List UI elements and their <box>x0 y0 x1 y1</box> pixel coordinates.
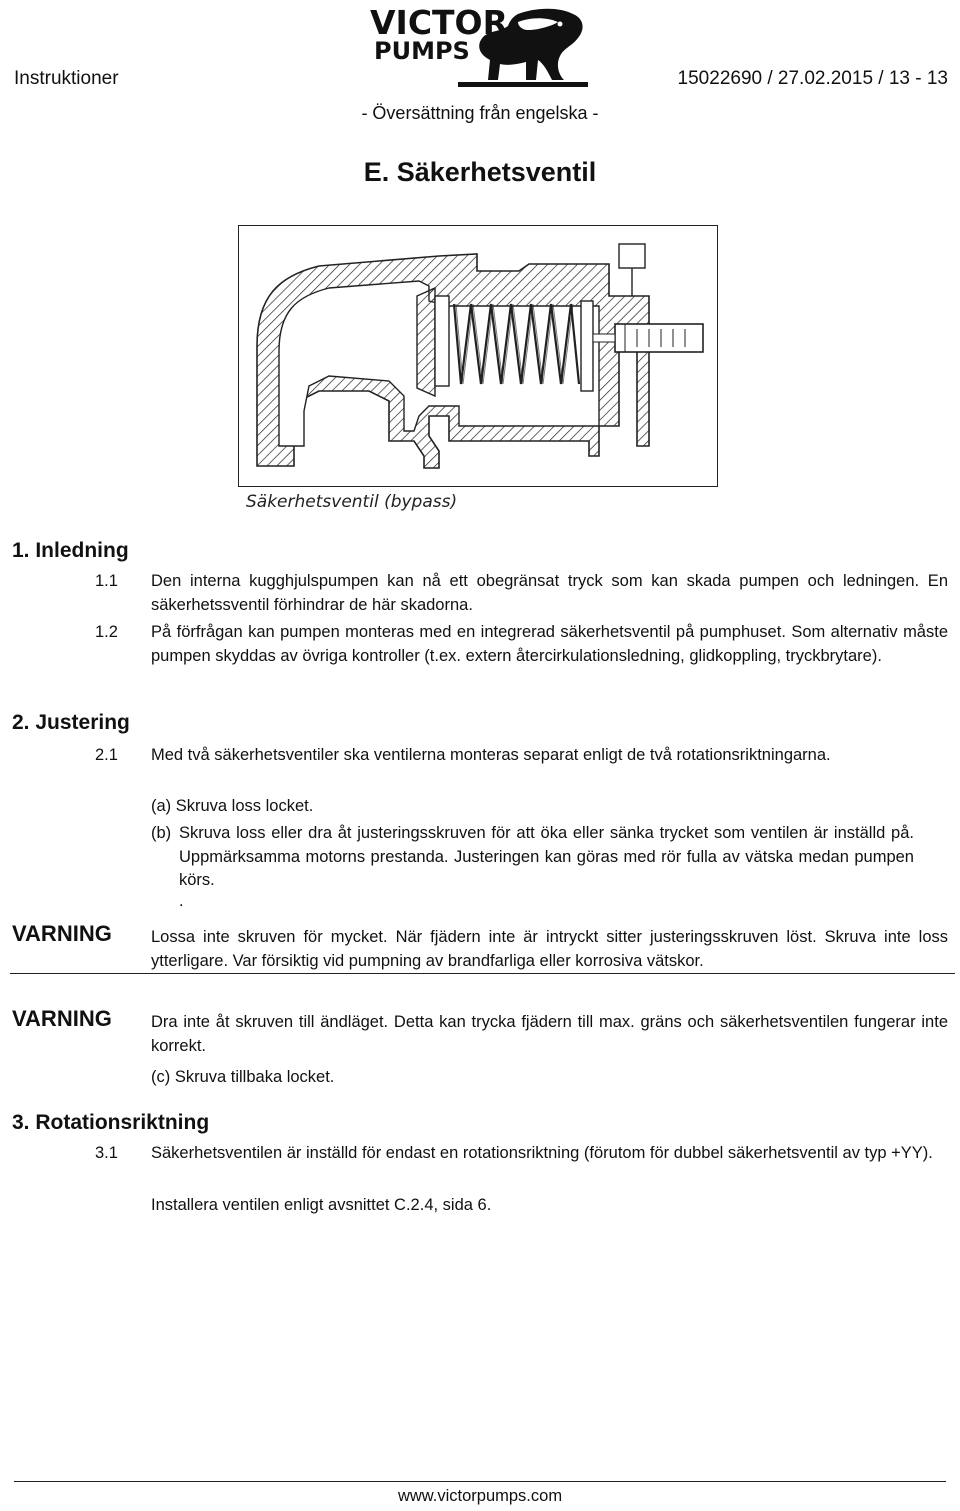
step-c: (c) Skruva tillbaka locket. <box>151 1068 335 1086</box>
step-b-text: Skruva loss eller dra åt justeringsskruven för att öka eller sänka trycket som ventilen är inställd på. Uppmärksamma motorns prestanda. Justeringen kan göras med rör fulla av vätska medan pumpen körs. <box>179 824 914 889</box>
item-number: 1.1 <box>95 572 118 590</box>
footer-website: www.victorpumps.com <box>397 1487 563 1505</box>
item-number: 2.1 <box>95 746 118 764</box>
item-text: På förfrågan kan pumpen monteras med en integrerad säkerhetsventil på pumphuset. Som alternativ måste pumpen skyddas av övriga kontroller (t.ex. extern återcirkulationsledning, glidkoppling, tryckbrytare). <box>151 623 948 665</box>
step-b-label: (b) <box>151 824 172 842</box>
page-title: E. Säkerhetsventil <box>363 157 597 187</box>
section-heading-1: 1. Inledning <box>12 539 129 562</box>
section-heading-2: 2. Justering <box>12 711 130 734</box>
item-number: 3.1 <box>95 1144 118 1162</box>
item-text-extra: Installera ventilen enligt avsnittet C.2.4, sida 6. <box>151 1196 492 1214</box>
footer-divider <box>14 1481 946 1482</box>
figure-caption: Säkerhetsventil (bypass) <box>246 492 458 512</box>
translation-note: - Översättning från engelska - <box>361 103 599 123</box>
warning-label-2: VARNING <box>12 1006 112 1031</box>
item-text: Säkerhetsventilen är inställd för endast en rotationsriktning (förutom för dubbel säkerhetsventil av typ +YY). <box>151 1144 933 1162</box>
item-number: 1.2 <box>95 623 118 641</box>
warning-text-2: Dra inte åt skruven till ändläget. Detta kan trycka fjädern till max. gräns och säkerhetsventilen fungerar inte korrekt. <box>151 1013 948 1055</box>
step-a: (a) Skruva loss locket. <box>151 797 314 815</box>
doc-type-label: Instruktioner <box>14 68 119 89</box>
item-text: Med två säkerhetsventiler ska ventilerna monteras separat enligt de två rotationsriktningarna. <box>151 746 831 764</box>
section-heading-3: 3. Rotationsriktning <box>12 1111 210 1134</box>
svg-text:PUMPS: PUMPS <box>374 37 470 65</box>
item-text: Den interna kugghjulspumpen kan nå ett obegränsat tryck som kan skada pumpen och ledningen. En säkerhetssventil förhindrar de här skadorna. <box>151 572 948 614</box>
warning-label-1: VARNING <box>12 921 112 946</box>
warning-text-1: Lossa inte skruven för mycket. När fjädern inte är intryckt sitter justeringsskruven löst. Skruva inte loss ytterligare. Var försiktig vid pumpning av brandfarliga eller korrosiva vätskor. <box>151 928 948 970</box>
stray-dot: . <box>179 892 184 910</box>
divider <box>10 973 955 974</box>
victor-pumps-logo <box>368 4 593 94</box>
svg-text:VICTOR: VICTOR <box>370 4 509 42</box>
doc-number-date: 15022690 / 27.02.2015 / 13 - 13 <box>677 68 948 89</box>
safety-valve-drawing <box>238 225 718 487</box>
